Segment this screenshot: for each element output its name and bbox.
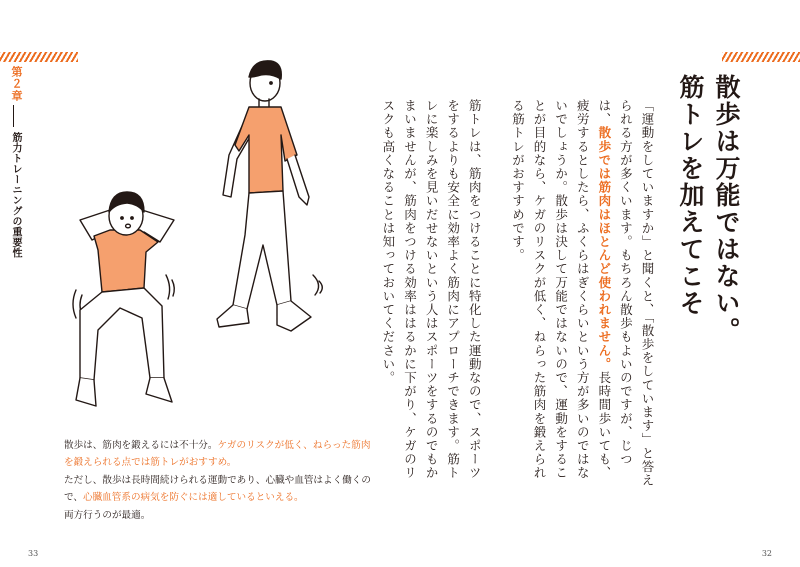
- caption-text: ただし、散歩は長時間続けられる運動であり、心臓や血管はよく働くので、: [64, 474, 371, 504]
- body-sentence: 「運動をしていますか」と聞くと、「散歩をしています」と答えられる方が多くいます。もちろん散歩もよいのですが、じつは、: [596, 99, 655, 488]
- left-hatch-bar: [0, 52, 78, 62]
- page-number-left: 33: [28, 549, 39, 558]
- caption-text: 散歩は、筋肉を鍛えるには不十分。: [64, 440, 218, 451]
- body-paragraph-1: [507, 99, 658, 489]
- title-line-1: 散歩は万能ではない。: [712, 74, 741, 344]
- squat-illustration: [62, 180, 202, 420]
- right-hatch-bar: [722, 52, 800, 62]
- illustration-caption: [64, 437, 374, 524]
- section-label: 筋力トレーニングの重要性: [10, 132, 21, 258]
- chapter-label: 第２章: [10, 66, 23, 102]
- page-title: [672, 74, 744, 344]
- body-text: [380, 99, 658, 489]
- chapter-divider: [13, 105, 14, 127]
- page-number-right: 32: [761, 549, 772, 558]
- walking-illustration: [205, 55, 345, 345]
- caption-highlight: 心臓血管系の病気を防ぐには適しているといえる。: [83, 492, 304, 504]
- body-sentence: 長時間歩いても、疲労するとしたら、ふくらはぎくらいという方が多いのではないでしょうか。散歩は決して万能ではないので、運動をすることが目的なら、ケガのリスクが低く、ねらった筋肉を鍛えられる筋トレがおすすめです。: [510, 99, 612, 480]
- caption-highlight: ケガのリスクが低く、ねらった筋肉を鍛えられる点では筋トレがおすすめ。: [64, 440, 371, 469]
- title-line-2: 筋トレを加えてこそ: [676, 74, 705, 317]
- caption-text: 両方行うのが最適。: [64, 509, 151, 521]
- body-paragraph-2: 筋トレは、筋肉をつけることに特化した運動なので、スポーツをするよりも安全に効率よく筋肉にアプローチできます。筋トレに楽しみを見いだせないという人はスポーツをするのでもかまいませんが、筋肉をつける効率ははるかに下がり、ケガのリスクも高くなることは知っておいてください。: [380, 99, 483, 480]
- highlight-text: 散歩では筋肉はほとんど使われません。: [596, 126, 612, 372]
